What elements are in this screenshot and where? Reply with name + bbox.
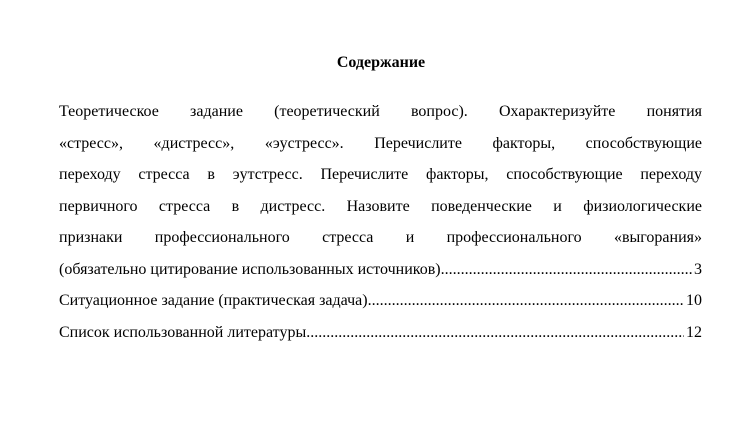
toc-entry-theory[interactable] — [59, 96, 702, 285]
toc-title: Содержание — [336, 54, 426, 71]
toc-entry-line: Теоретическое задание (теоретический вопрос). Охарактеризуйте понятия — [59, 103, 702, 120]
toc-page-number: 12 — [686, 323, 702, 341]
toc-entry-line: первичного стресса в дистресс. Назовите поведенческие и физиологические — [59, 197, 702, 215]
toc-entry-situational-task[interactable] — [59, 285, 702, 317]
toc-entry-text: Ситуационное задание (практическая задача) — [59, 292, 368, 309]
toc-page-number: 3 — [694, 260, 702, 278]
toc-entry-text: Список использованной литературы — [59, 323, 307, 341]
toc-entry-last-line — [59, 285, 702, 317]
toc-entry-last-line — [59, 317, 702, 349]
dot-leader — [306, 317, 684, 349]
toc-entry-line: признаки профессионального стресса и профессионального «выгорания» — [59, 229, 702, 246]
toc-entry-line: «стресс», «дистресс», «эустресс». Перечислите факторы, способствующие — [59, 134, 702, 152]
dot-leader — [441, 254, 692, 286]
dot-leader — [368, 285, 684, 317]
toc-entry-line: переходу стресса в эутстресс. Перечислите факторы, способствующие переходу — [59, 166, 702, 183]
toc-list — [59, 96, 702, 348]
toc-entry-references[interactable] — [59, 317, 702, 349]
toc-page-number: 10 — [686, 292, 702, 309]
toc-entry-last-line — [59, 254, 702, 286]
toc-entry-text: (обязательно цитирование использованных источников) — [59, 260, 441, 278]
